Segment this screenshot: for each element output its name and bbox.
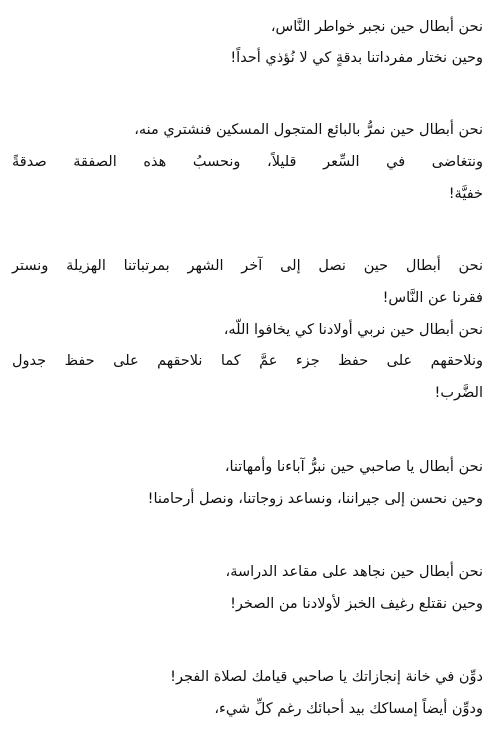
text-line: وحين نقتلع رغيف الخبز لأولادنا من الصخر! — [230, 596, 483, 612]
text-line: نحن أبطال حين نجبر خواطر النَّاس، — [270, 19, 483, 35]
text-line: ونلاحقهم على حفظ جزء عمَّ كما نلاحقهم على حفظ جدول — [12, 353, 483, 369]
text-line: ودوِّن أيضاً إمساكك بيد أحبائك رغم كلِّ شيء، — [214, 701, 483, 717]
text-line: نحن أبطال يا صاحبي حين نبرُّ آباءنا وأمهاتنا، — [224, 459, 483, 475]
text-line: نحن أبطال حين نربي أولادنا كي يخافوا اللّه، — [223, 322, 483, 338]
text-line: نحن أبطال حين نصل إلى آخر الشهر بمرتباتنا الهزيلة ونستر — [12, 258, 483, 274]
text-line: وحين نحسن إلى جيراننا، ونساعد زوجاتنا، ونصل أرحامنا! — [147, 491, 483, 507]
text-line: نحن أبطال حين نجاهد على مقاعد الدراسة، — [225, 564, 483, 580]
text-line: ونتغاضى في السِّعر قليلاً، ونحسبُ هذه الصفقة صدقةً — [12, 154, 483, 170]
text-line: دوِّن في خانة إنجازاتك يا صاحبي قيامك لصلاة الفجر! — [170, 669, 483, 685]
text-line: نحن أبطال حين نمرُّ بالبائع المتجول المسكين فنشتري منه، — [134, 122, 483, 138]
text-line: خفيَّة! — [448, 186, 483, 202]
text-line: الضَّرب! — [434, 385, 483, 401]
text-line: وحين نختار مفرداتنا بدقةٍ كي لا نُؤذي أحداً! — [230, 50, 483, 66]
text-line: فقرنا عن النَّاس! — [382, 290, 483, 306]
